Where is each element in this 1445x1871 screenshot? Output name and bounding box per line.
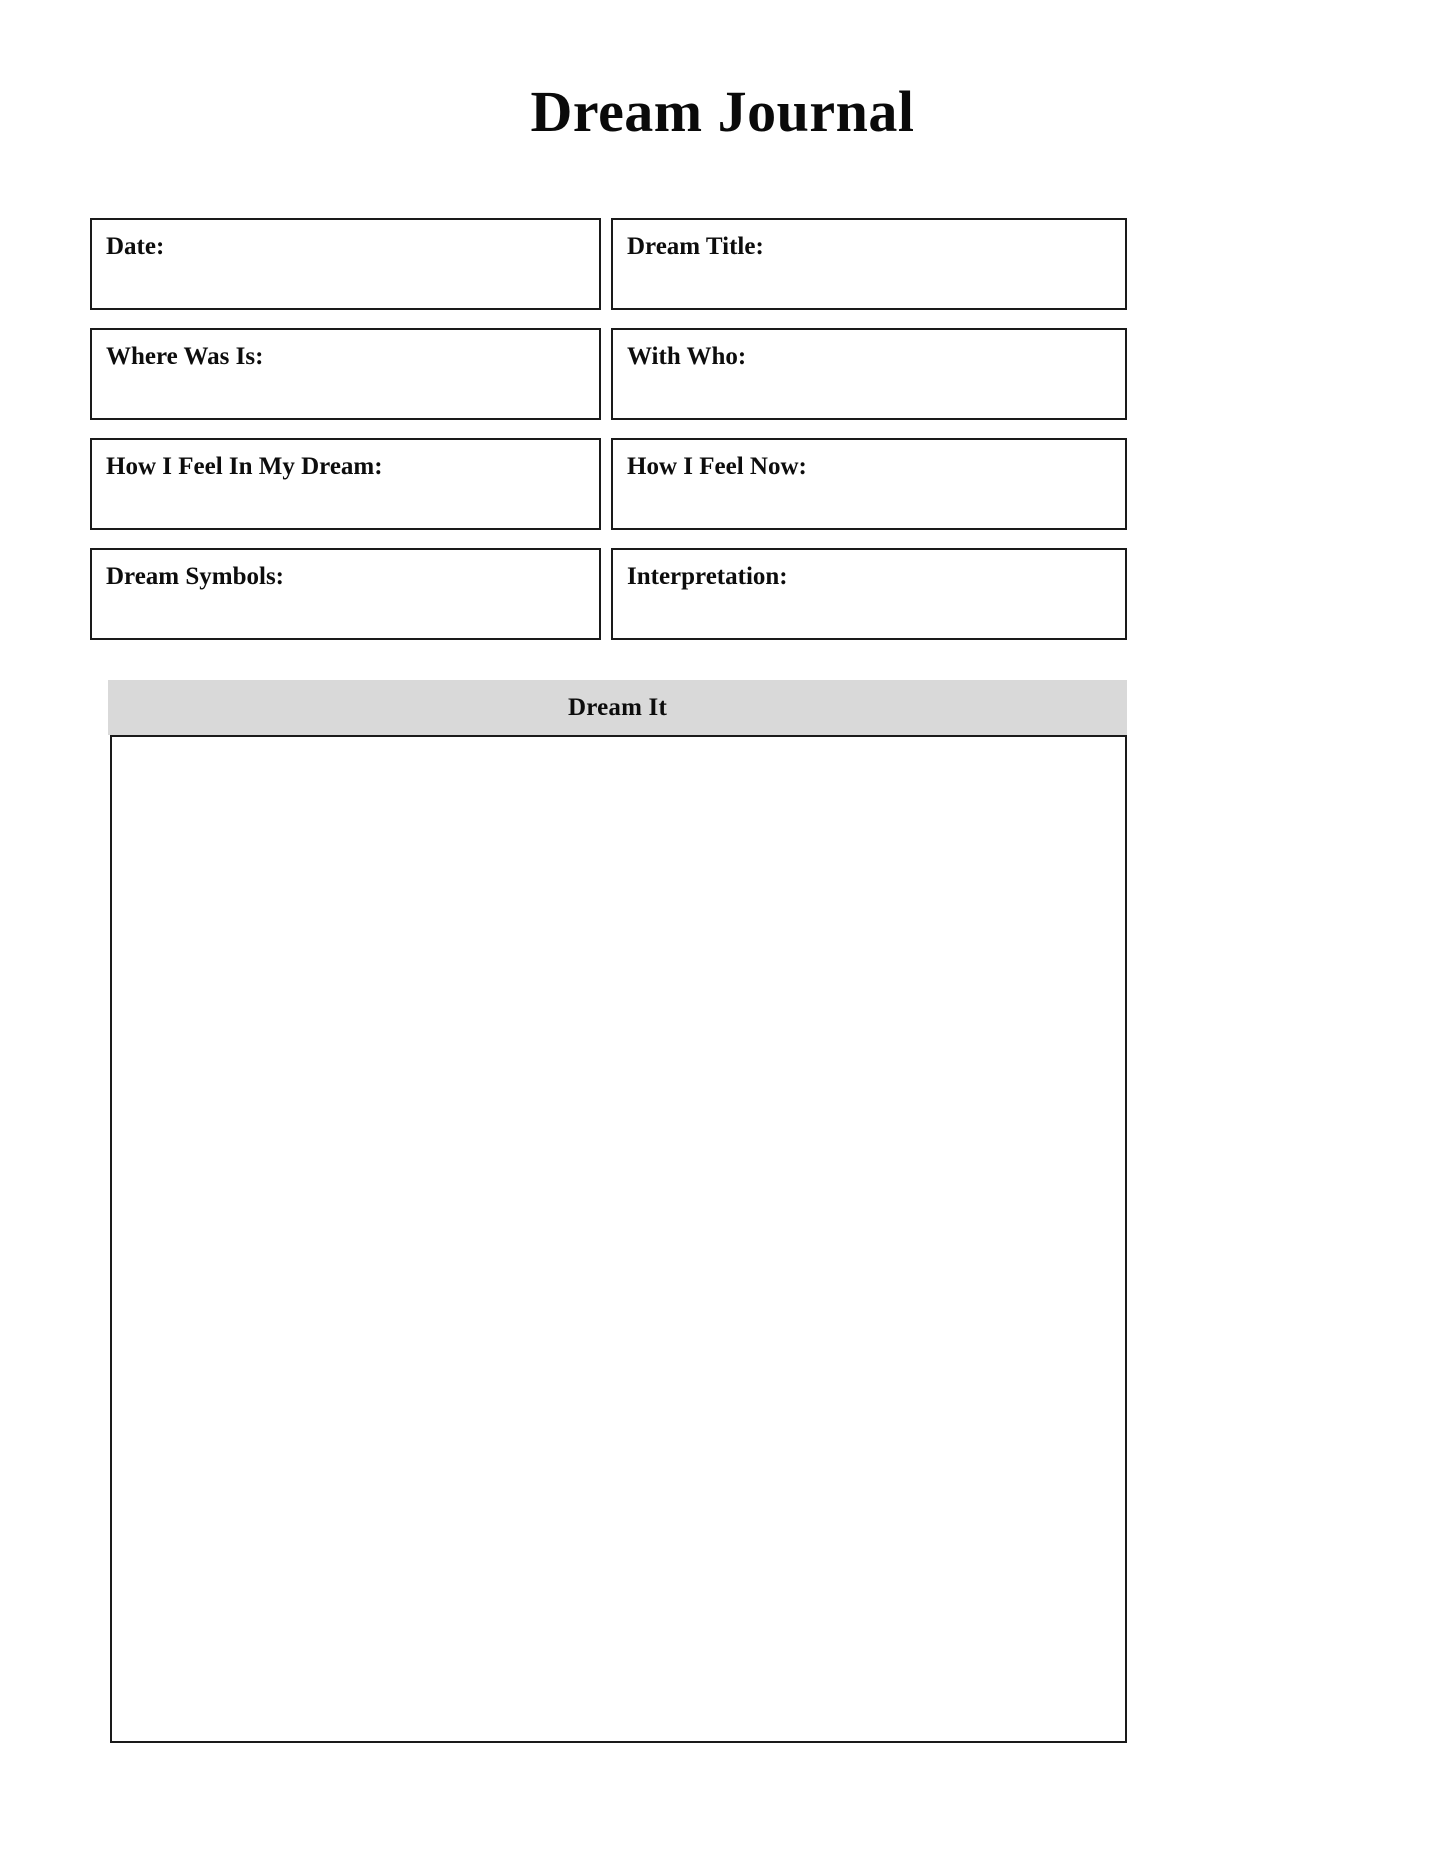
dream-it-header (108, 680, 1127, 735)
field-interpretation[interactable] (611, 548, 1127, 640)
field-row (90, 438, 1127, 530)
field-row (90, 328, 1127, 420)
field-dream-symbols[interactable] (90, 548, 601, 640)
field-dream-title[interactable] (611, 218, 1127, 310)
field-date[interactable] (90, 218, 601, 310)
dream-it-section (108, 680, 1127, 1743)
field-row (90, 548, 1127, 640)
dream-it-textarea[interactable] (110, 735, 1127, 1743)
field-label-with-who: With Who: (627, 343, 747, 370)
field-where-was-is[interactable] (90, 328, 601, 420)
field-label-date: Date: (106, 233, 165, 260)
field-label-how-i-feel-in-my-dream: How I Feel In My Dream: (106, 453, 383, 480)
field-with-who[interactable] (611, 328, 1127, 420)
field-how-i-feel-now[interactable] (611, 438, 1127, 530)
page-title: Dream Journal (530, 79, 915, 144)
field-grid (90, 218, 1127, 658)
field-row (90, 218, 1127, 310)
field-label-where-was-is: Where Was Is: (106, 343, 264, 370)
field-label-dream-symbols: Dream Symbols: (106, 563, 285, 590)
field-label-dream-title: Dream Title: (627, 233, 764, 260)
field-label-how-i-feel-now: How I Feel Now: (627, 453, 807, 480)
dream-it-header-label: Dream It (567, 693, 668, 721)
field-how-i-feel-in-my-dream[interactable] (90, 438, 601, 530)
field-label-interpretation: Interpretation: (627, 563, 788, 590)
